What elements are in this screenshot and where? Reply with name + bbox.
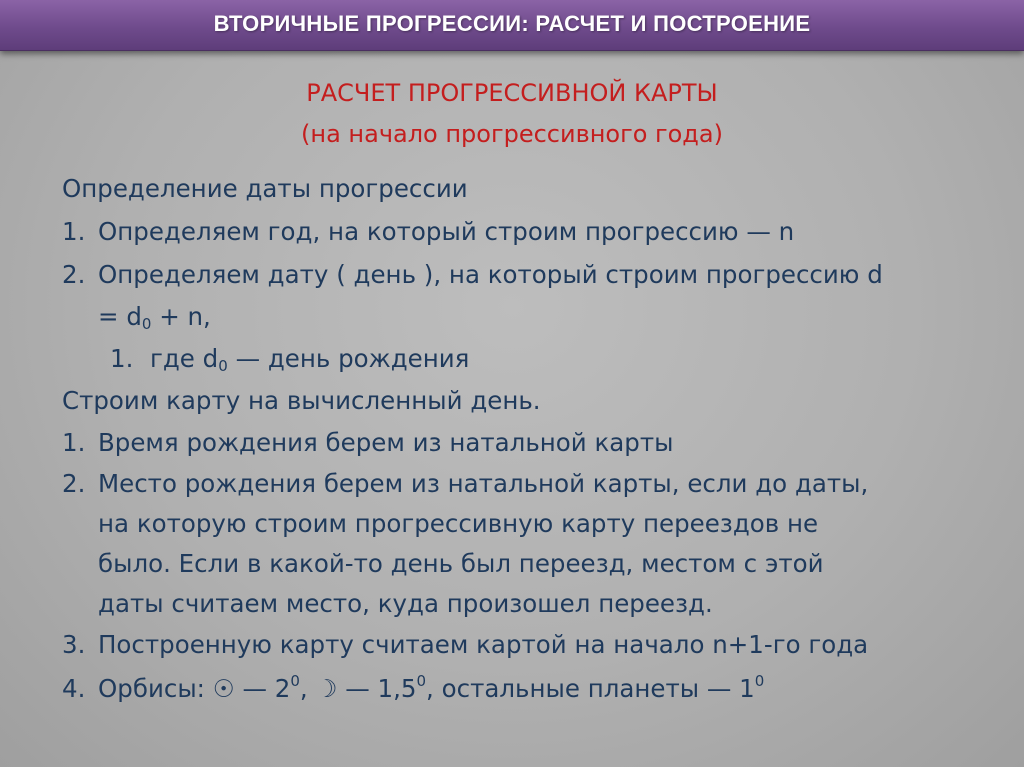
list-number: 1. xyxy=(110,344,134,373)
list-item xyxy=(62,428,673,457)
list-item xyxy=(62,217,794,246)
list-number: 1. xyxy=(62,217,86,246)
list-number: 2. xyxy=(62,260,86,289)
list-item-continuation xyxy=(98,302,211,333)
orbs-text: , ☽ — 1,5 xyxy=(299,674,417,703)
formula-part: = d xyxy=(98,302,142,331)
orbs-text: Орбисы: ☉ — 2 xyxy=(98,674,291,703)
formula-subscript: 0 xyxy=(141,315,152,333)
list-item-text: Место рождения берем из натальной карты, если до даты, xyxy=(98,469,869,498)
list-number: 3. xyxy=(62,630,86,659)
list-item-text: Время рождения берем из натальной карты xyxy=(98,428,674,457)
formula-part: + n, xyxy=(151,302,211,331)
formula-part: где d xyxy=(150,344,219,373)
degree-superscript: 0 xyxy=(416,672,427,690)
sub-list-item xyxy=(110,344,469,375)
list-item-text: Определяем дату ( день ), на который строим прогрессию d xyxy=(98,260,883,289)
formula-subscript: 0 xyxy=(218,357,228,375)
section-heading-build: Строим карту на вычисленный день. xyxy=(62,386,541,415)
list-number: 2. xyxy=(62,469,86,498)
list-item-continuation: даты считаем место, куда произошел переезд. xyxy=(98,589,713,618)
title-bar xyxy=(0,0,1024,51)
slide-title: ВТОРИЧНЫЕ ПРОГРЕССИИ: РАСЧЕТ И ПОСТРОЕНИЕ xyxy=(213,11,811,36)
list-item-continuation: на которую строим прогрессивную карту переездов не xyxy=(98,509,819,538)
formula-part: — день рождения xyxy=(227,344,470,373)
list-item xyxy=(62,630,868,659)
list-item xyxy=(62,672,764,703)
degree-superscript: 0 xyxy=(754,672,765,690)
list-item xyxy=(62,260,883,289)
subtitle-line-1: РАСЧЕТ ПРОГРЕССИВНОЙ КАРТЫ xyxy=(306,79,718,107)
section-heading-date: Определение даты прогрессии xyxy=(62,174,468,203)
degree-superscript: 0 xyxy=(290,672,300,690)
subtitle-line-2: (на начало прогрессивного года) xyxy=(301,120,723,148)
list-number: 4. xyxy=(62,674,86,703)
list-item-text: Построенную карту считаем картой на начало n+1-го года xyxy=(98,630,869,659)
list-item-continuation: было. Если в какой-то день был переезд, местом с этой xyxy=(98,549,824,578)
list-number: 1. xyxy=(62,428,86,457)
orbs-text: , остальные планеты — 1 xyxy=(426,674,755,703)
list-item xyxy=(62,469,868,498)
list-item-text: Определяем год, на который строим прогрессию — n xyxy=(98,217,795,246)
